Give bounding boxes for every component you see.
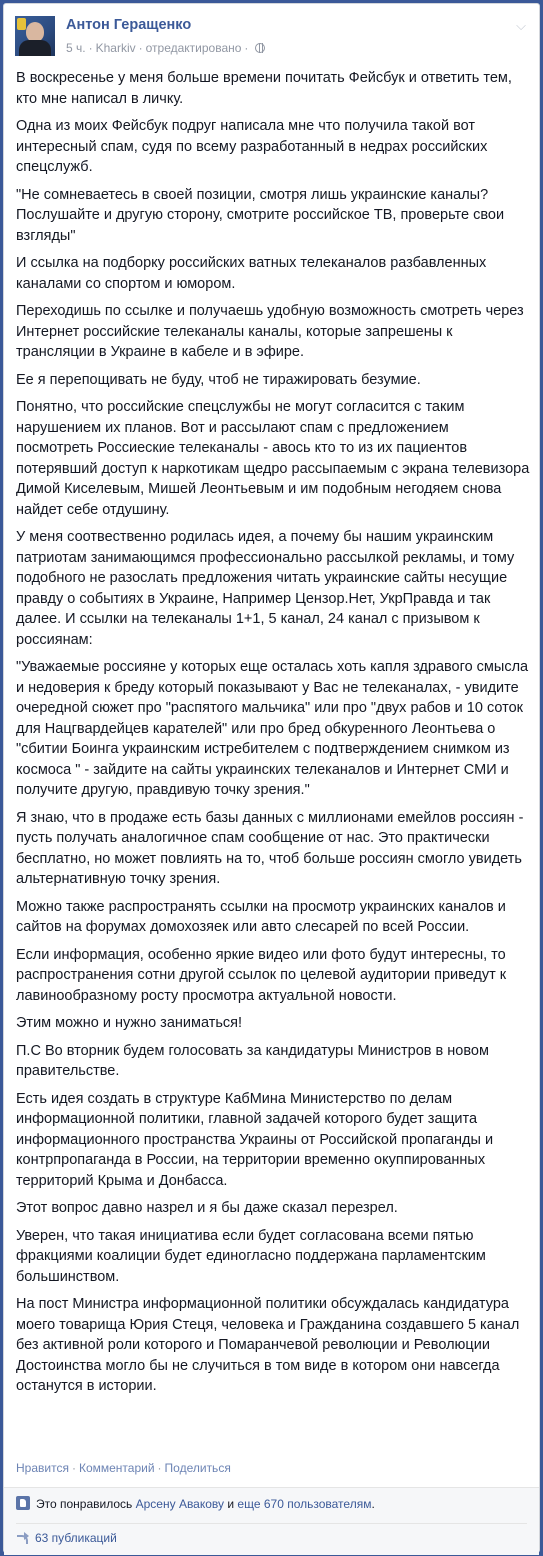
post-paragraph: П.С Во вторник будем голосовать за кандидатуры Министров в новом правительстве. [16,1042,489,1079]
author-name[interactable]: Антон Геращенко [66,17,192,33]
post-paragraph: Ее я перепощивать не буду, чтоб не тиражировать безумие. [16,371,421,388]
post-paragraph: Этим можно и нужно заниматься! [16,1015,243,1031]
chevron-down-icon[interactable]: ⌵ [516,18,526,33]
author-avatar[interactable] [15,16,55,56]
likes-summary: Это понравилось Арсену Авакову и еще 670 пользователям. [16,1496,375,1511]
post-paragraph: Одна из моих Фейсбук подруг написала мне что получила такой вот интересный спам, судя по всему разработанный в недрах российских спецслужб. [16,118,488,175]
post-paragraph: "Уважаемые россияне у которых еще осталась хоть капля здравого смысла и недоверия к бреду который показывают у Вас не телеканалах, - увидите очередной сюжет про "распятого мальчика" или про "двух рабов и 10 соток для Нацгвардейцев карателей" или про бред обкуренного Леонтьева о "сбитии Боинга украинским истребителем с подтверждением снимком из космоса " - зайдите на сайты украинских телеканалов и Интернет СМИ и получите другую, правдивую точку зрения." [16,659,529,798]
post-paragraph: Понятно, что российские спецслужбы не могут согласится с таким нарушением их планов. Вот и рассылают спам с предложением посмотреть Россиеские телеканалы - авось кто то из их пациентов потерявший доступ к наркотикам щедро рассыпаемым с экрана телевизора Димой Киселевым, Мишей Леонтьевым и им подобным негодяем снова найдет себе отдушину. [16,399,530,518]
share-link[interactable]: Поделиться [164,1461,231,1475]
post-actions: Нравится · Комментарий · Поделиться [16,1461,231,1475]
post-time[interactable]: 5 ч. [66,41,86,55]
globe-icon[interactable] [255,43,265,53]
emblem-icon [17,18,26,30]
post-paragraph: На пост Министра информационной политики обсуждалась кандидатура моего товарища Юрия Стеця, человека и Гражданина создавшего 5 канал без активной роли которого и Помаранчевой революции и Революции Достоинства могло бы не случиться в том виде в котором они навсегда останутся в истории. [16,1296,520,1394]
post-location[interactable]: Kharkiv [95,41,136,55]
post-paragraph: И ссылка на подборку российских ватных телеканалов разбавленных каналами со спортом и юмором. [16,255,487,292]
other-likers-link[interactable]: еще 670 пользователям [237,1497,372,1511]
thumbs-up-icon [16,1496,30,1510]
post-header [15,16,528,64]
post-paragraph: Если информация, особенно яркие видео или фото будут интересны, то распространения сотни другой ссылок по целевой аудитории приведут к лавинообразному росту просмотра актуальной новости. [16,946,507,1004]
ufi-bar [4,1487,539,1555]
post-paragraph: Переходишь по ссылке и получаешь удобную возможность смотреть через Интернет российские телеканалы каналы, которые запрешены к трансляции в Украине в кабеле и в эфире. [16,303,524,360]
shares-summary[interactable] [16,1531,117,1545]
post-body [16,68,530,1404]
post-meta: 5 ч. · Kharkiv · отредактировано · [66,41,265,55]
post-card [3,3,540,1553]
post-paragraph: У меня соотвественно родилась идея, а почему бы нашим украинским патриотам занимающимся профессионально рассылкой рекламы, и тому подобного не разослать предложения читать украинские сайты несущие правду о событиях в Украине, Например Цензор.Нет, УкрПравда и так далее. И ссылки на телеканалы 1+1, 5 канал, 24 канал с призывом к россиянам: [16,529,515,648]
post-paragraph: Можно также распространять ссылки на просмотр украинских каналов и сайтов на форумах домохозяек или авто слесарей по всей России. [16,898,506,935]
post-paragraph: "Не сомневаетесь в своей позиции, смотря лишь украинские каналы? Послушайте и другую сторону, смотрите российское ТВ, проверьте свои взгляды" [16,186,505,244]
edited-label[interactable]: отредактировано [145,41,242,55]
like-link[interactable]: Нравится [16,1461,69,1475]
post-paragraph: Я знаю, что в продаже есть базы данных с миллионами емейлов россиян - пусть получать аналогичное спам сообщение от нас. Это практически бесплатно, но может повлиять на то, чтоб больше россиян смогло увидеть альтернативную точку зрения. [16,809,524,887]
post-paragraph: Есть идея создать в структуре КабМина Министерство по делам информационной политики, главной задачей которого будет защита информационного пространства Украины от Российской пропаганды и контрпропаганда в России, на территории временно окуппированных территорий Крыма и Донбасса. [16,1090,494,1189]
post-paragraph: Уверен, что такая инициатива если будет согласована всеми пятью фракциями коалиции будет единогласно поддержана парламентским большинством. [16,1227,486,1285]
share-icon [16,1532,30,1544]
shares-count[interactable]: 63 публикаций [35,1531,117,1545]
post-paragraph: Этот вопрос давно назрел и я бы даже сказал перезрел. [16,1200,398,1216]
liker-link[interactable]: Арсену Авакову [135,1497,225,1511]
divider [16,1523,527,1524]
comment-link[interactable]: Комментарий [78,1461,155,1475]
post-paragraph: В воскресенье у меня больше времени почитать Фейсбук и ответить тем, кто мне написал в личку. [16,70,512,107]
